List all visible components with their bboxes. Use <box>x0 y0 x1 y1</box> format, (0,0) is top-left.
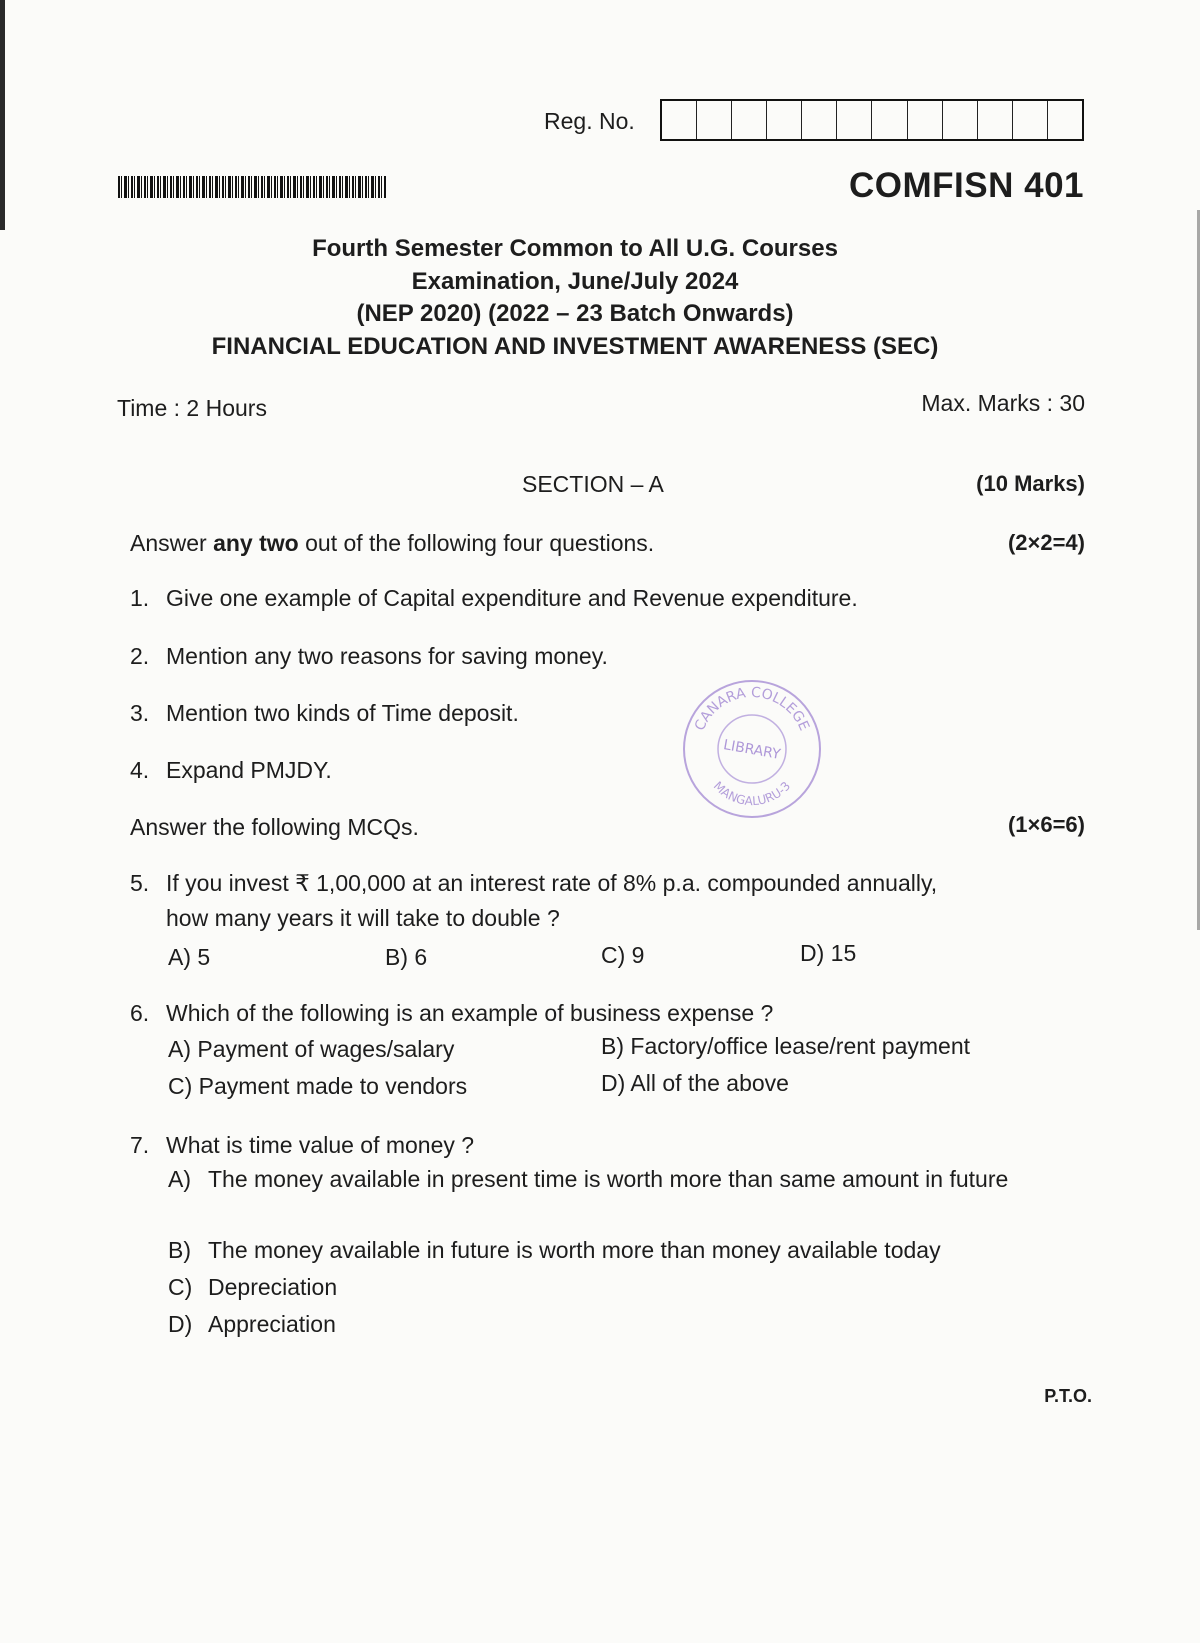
section-title: SECTION – A <box>522 471 664 497</box>
question-4 <box>130 753 1050 788</box>
question-text: Mention two kinds of Time deposit. <box>166 700 519 726</box>
question-text: Expand PMJDY. <box>166 757 332 783</box>
q5-option-a: A) 5 <box>168 944 211 970</box>
barcode <box>118 176 386 198</box>
question-text-continued: how many years it will take to double ? <box>166 905 560 931</box>
question-2 <box>130 639 1050 674</box>
question-number: 1. <box>130 585 150 611</box>
question-6 <box>130 996 1050 1031</box>
q5-option-b: B) 6 <box>385 944 428 970</box>
question-number: 6. <box>130 1000 150 1026</box>
instruction-mcq: Answer the following MCQs. <box>130 814 419 840</box>
max-marks: Max. Marks : 30 <box>921 390 1085 416</box>
title-line-2: Examination, June/July 2024 <box>411 268 739 295</box>
option-label: D) <box>168 1311 193 1337</box>
instruction-text: Answer <box>130 530 214 556</box>
question-text: Which of the following is an example of business expense ? <box>166 1000 774 1026</box>
stamp-bottom-text: MANGALURU-3 <box>710 778 794 809</box>
instruction-short-answer <box>130 530 654 557</box>
q6-option-b: B) Factory/office lease/rent payment <box>601 1033 971 1059</box>
question-1 <box>130 581 1050 616</box>
option-text: Depreciation <box>208 1274 338 1300</box>
library-stamp <box>678 675 826 823</box>
q6-option-d: D) All of the above <box>601 1070 789 1096</box>
q7-option-a <box>168 1162 1048 1197</box>
scan-edge <box>0 0 5 230</box>
time-allowed: Time : 2 Hours <box>117 395 267 421</box>
stamp-middle-text: LIBRARY <box>722 737 782 763</box>
paper-code: COMFISN 401 <box>849 166 1084 205</box>
question-number: 5. <box>130 870 150 896</box>
question-7 <box>130 1128 1050 1163</box>
instruction-text: out of the following four questions. <box>298 530 655 556</box>
q6-option-a: A) Payment of wages/salary <box>168 1036 455 1062</box>
option-text: The money available in present time is worth more than same amount in future <box>208 1166 1009 1192</box>
marks-short-answer: (2×2=4) <box>1007 530 1085 555</box>
section-marks: (10 Marks) <box>976 471 1085 496</box>
stamp-top-text: CANARA COLLEGE <box>691 684 813 734</box>
reg-no-boxes[interactable] <box>660 99 1084 141</box>
svg-text:CANARA COLLEGE <box>692 685 812 733</box>
option-label: A) <box>168 1166 191 1192</box>
q5-option-c: C) 9 <box>601 942 645 968</box>
option-text: Appreciation <box>208 1311 336 1337</box>
question-number: 3. <box>130 700 150 726</box>
question-text: Mention any two reasons for saving money. <box>166 643 608 669</box>
title-line-1: Fourth Semester Common to All U.G. Courses <box>312 235 838 262</box>
option-label: C) <box>168 1274 193 1300</box>
question-text: Give one example of Capital expenditure and Revenue expenditure. <box>166 585 858 611</box>
question-number: 7. <box>130 1132 150 1158</box>
question-5 <box>130 866 1050 936</box>
instruction-bold: any two <box>213 530 299 556</box>
marks-mcq: (1×6=6) <box>1007 812 1085 837</box>
pto-note: P.T.O. <box>1044 1386 1092 1406</box>
q7-option-b <box>168 1233 1048 1268</box>
q6-option-c: C) Payment made to vendors <box>168 1073 468 1099</box>
title-line-4: FINANCIAL EDUCATION AND INVESTMENT AWARENESS (SEC) <box>211 333 939 360</box>
question-number: 4. <box>130 757 150 783</box>
title-line-3: (NEP 2020) (2022 – 23 Batch Onwards) <box>356 300 794 327</box>
question-3 <box>130 696 1050 731</box>
q5-option-d: D) 15 <box>800 940 857 966</box>
q7-option-c <box>168 1270 1048 1305</box>
q7-option-d <box>168 1307 1048 1342</box>
question-text: If you invest ₹ 1,00,000 at an interest rate of 8% p.a. compounded annually, <box>166 870 938 896</box>
option-label: B) <box>168 1237 191 1263</box>
reg-no-label: Reg. No. <box>544 108 635 134</box>
question-number: 2. <box>130 643 150 669</box>
question-text: What is time value of money ? <box>166 1132 475 1158</box>
option-text: The money available in future is worth more than money available today <box>208 1237 941 1263</box>
